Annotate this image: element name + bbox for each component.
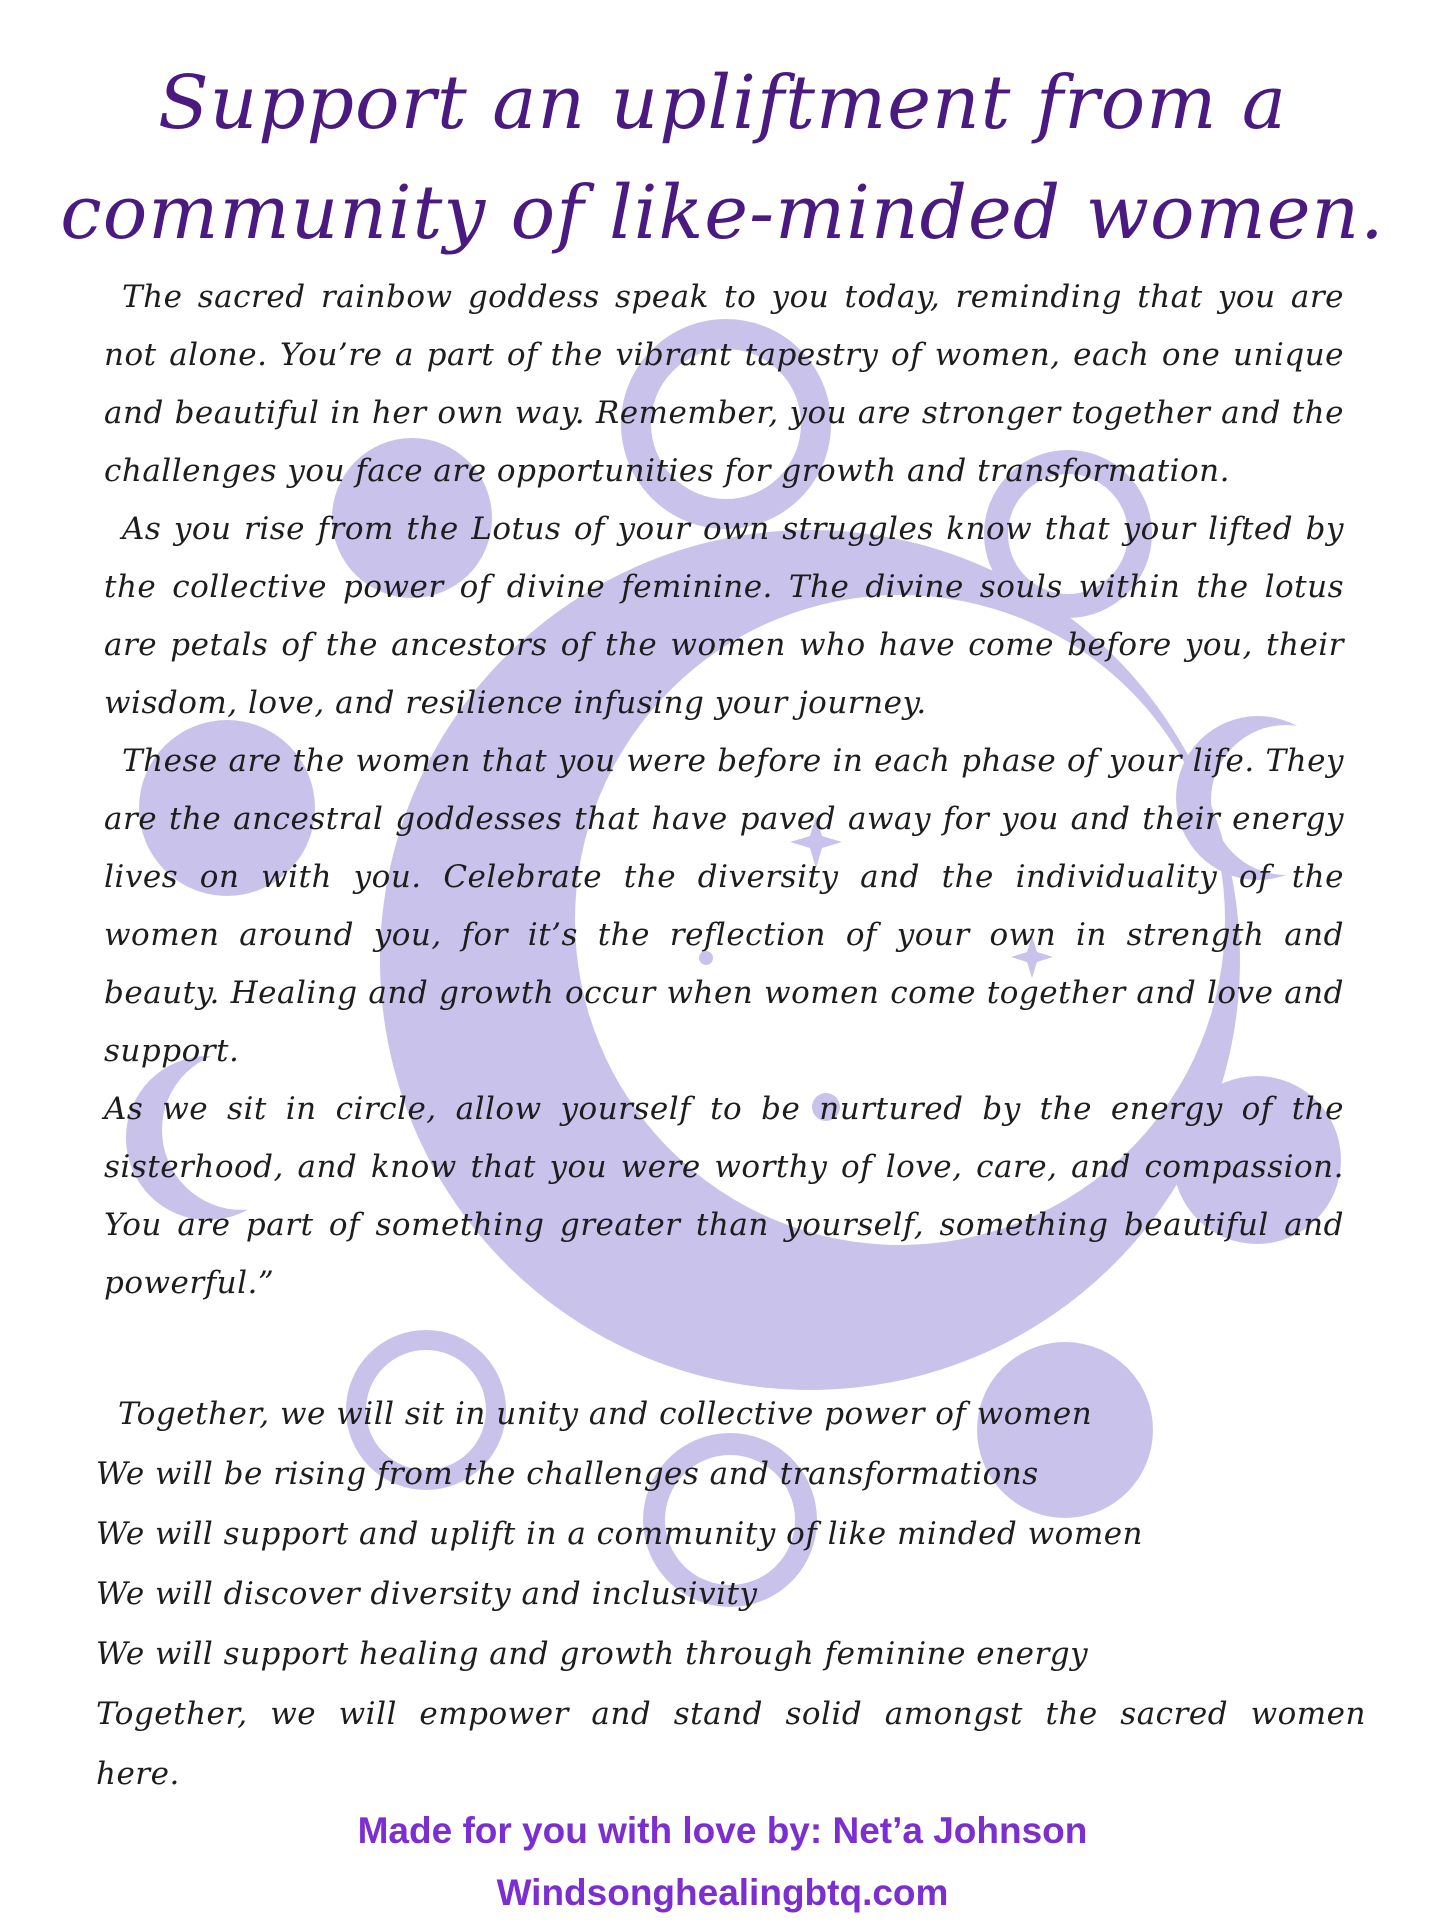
affirmation-line: We will support healing and growth through feminine energy: [96, 1636, 1089, 1672]
affirmation-line: Together, we will sit in unity and collective power of women: [118, 1396, 1093, 1432]
affirmation-line: We will discover diversity and inclusivity: [96, 1576, 758, 1612]
title-line-1: Support an upliftment from a: [157, 60, 1288, 146]
paragraph: These are the women that you were before in each phase of your life. They are the ancestral goddesses that have paved away for you and their energy lives on with you. Celebrate the diversity and the individuality of the women around you, for it’s the reflection of your own in strength and beauty. Healing and growth occur when women come together and love and support.: [104, 743, 1344, 1069]
website-link[interactable]: Windsonghealingbtq.com: [496, 1872, 949, 1913]
title-line-2: community of like-minded women.: [60, 170, 1385, 256]
page-title: [60, 48, 1385, 268]
message-body: [104, 268, 1344, 1312]
affirmation-line: Together, we will empower and stand solid amongst the sacred women: [96, 1696, 1366, 1732]
credit-block: [0, 1800, 1445, 1924]
paragraph: The sacred rainbow goddess speak to you today, reminding that you are not alone. You’re a part of the vibrant tapestry of women, each one unique and beautiful in her own way. Remember, you are stronger together and the challenges you face are opportunities for growth and transformation.: [104, 279, 1344, 489]
affirmation-list: [96, 1384, 1366, 1804]
paragraph: As we sit in circle, allow yourself to be nurtured by the energy of the sisterhood, and know that you were worthy of love, care, and compassion. You are part of something greater than yourself, something beautiful and powerful.”: [104, 1091, 1344, 1301]
affirmation-line: We will be rising from the challenges and transformations: [96, 1456, 1039, 1492]
affirmation-line: We will support and uplift in a community of like minded women: [96, 1516, 1144, 1552]
author-credit: Made for you with love by: Net’a Johnson: [357, 1810, 1088, 1851]
paragraph: As you rise from the Lotus of your own struggles know that your lifted by the collective power of divine feminine. The divine souls within the lotus are petals of the ancestors of the women who have come before you, their wisdom, love, and resilience infusing your journey.: [104, 511, 1344, 721]
affirmation-line: here.: [96, 1756, 180, 1792]
